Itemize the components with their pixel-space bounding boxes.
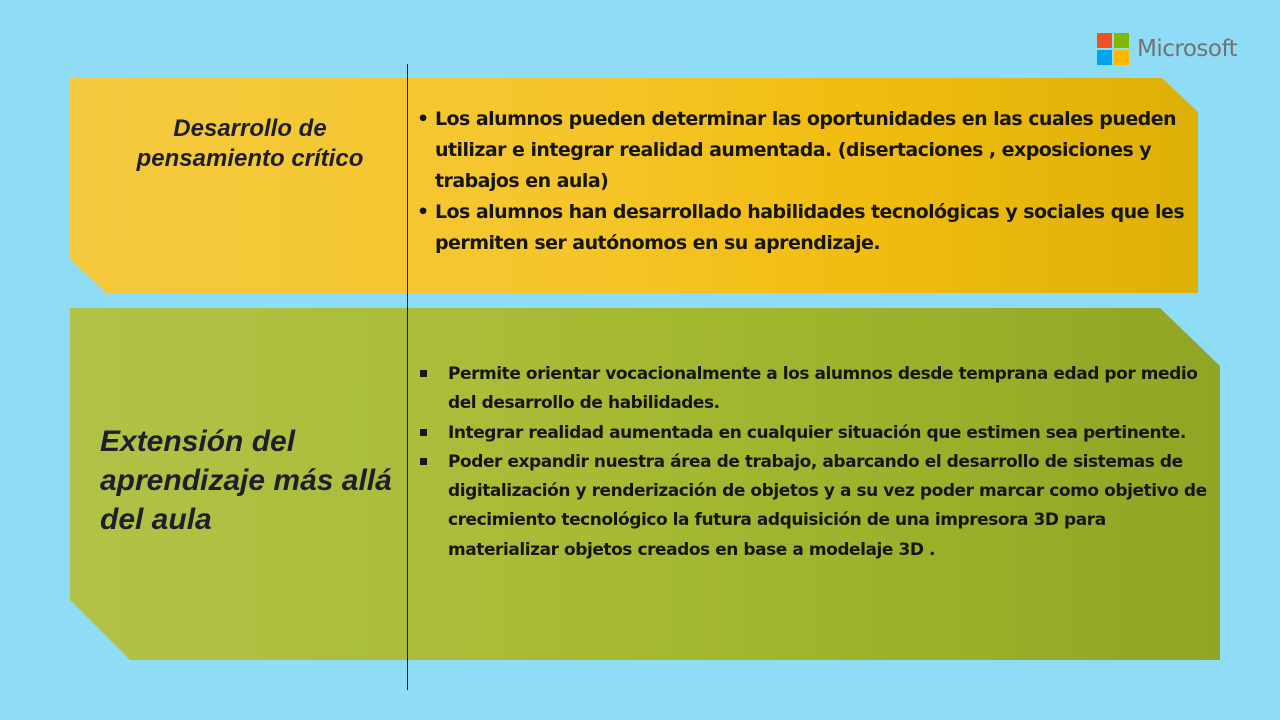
- critical-thinking-title: Desarrollo de pensamiento crítico: [136, 115, 364, 172]
- logo-square-green: [1114, 33, 1129, 48]
- list-item-text: Integrar realidad aumentada en cualquier situación que estimen sea pertinente.: [448, 422, 1186, 443]
- logo-square-red: [1097, 33, 1112, 48]
- list-item: [417, 419, 1212, 448]
- bullet-icon: •: [417, 108, 429, 130]
- list-item-text: Poder expandir nuestra área de trabajo, abarcando el desarrollo de sistemas de digitalización y renderización de objetos y a su vez poder marcar como objetivo de crecimiento tecnológico la futura adquisición de una impresora 3D para materializar objetos creados en base a modelaje 3D .: [448, 451, 1207, 560]
- list-item: [417, 448, 1212, 565]
- learning-extension-title: Extensión del aprendizaje más allá del aula: [100, 425, 392, 536]
- bullet-icon: •: [417, 201, 429, 223]
- list-item: [417, 360, 1212, 419]
- square-bullet-icon: [420, 370, 427, 377]
- microsoft-logo-text: Microsoft: [1137, 35, 1238, 62]
- list-item: [417, 104, 1192, 197]
- microsoft-logo: [1097, 32, 1237, 66]
- square-bullet-icon: [420, 458, 427, 465]
- logo-square-blue: [1097, 50, 1112, 65]
- critical-thinking-list: [417, 104, 1192, 259]
- vertical-divider: [407, 64, 408, 690]
- learning-extension-list: [417, 360, 1212, 565]
- list-item-text: Los alumnos han desarrollado habilidades tecnológicas y sociales que les permiten ser autónomos en su aprendizaje.: [435, 201, 1185, 254]
- microsoft-logo-icon: [1097, 33, 1129, 65]
- list-item-text: Los alumnos pueden determinar las oportunidades en las cuales pueden utilizar e integrar realidad aumentada. (disertaciones , exposiciones y trabajos en aula): [435, 108, 1177, 192]
- list-item: [417, 197, 1192, 259]
- logo-square-yellow: [1114, 50, 1129, 65]
- list-item-text: Permite orientar vocacionalmente a los alumnos desde temprana edad por medio del desarrollo de habilidades.: [448, 364, 1198, 414]
- square-bullet-icon: [420, 429, 427, 436]
